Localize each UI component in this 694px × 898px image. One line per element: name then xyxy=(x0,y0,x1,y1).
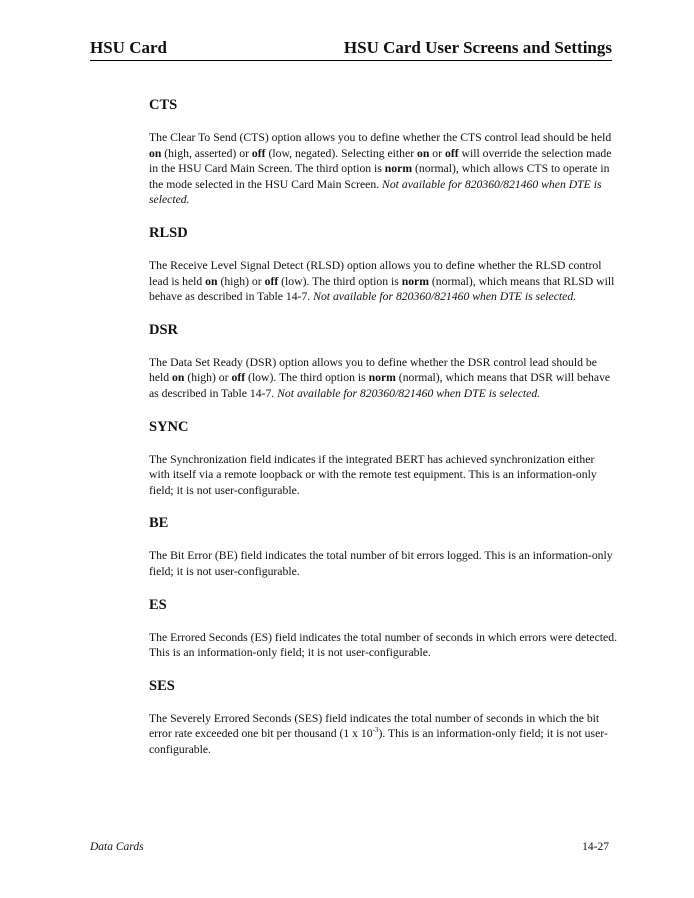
section-heading-sync: SYNC xyxy=(149,418,189,435)
footer-chapter-name: Data Cards xyxy=(90,841,144,853)
section-text-be: The Bit Error (BE) field indicates the total number of bit errors logged. This is an information-only field; it is not user-configurable. xyxy=(149,549,613,578)
page-header xyxy=(90,38,612,61)
section-cts xyxy=(149,96,617,208)
section-heading-be: BE xyxy=(149,515,169,532)
section-text-dsr: The Data Set Ready (DSR) option allows you to define whether the DSR control lead should be held on (high) or off (low). The third option is norm (normal), which means that DSR will behave as described in Table 14-7. Not available for 820360/821460 when DTE is selected. xyxy=(149,355,611,400)
section-dsr xyxy=(149,321,617,402)
header-section-title: HSU Card User Screens and Settings xyxy=(343,38,612,57)
availability-note: Not available for 820360/821460 when DTE is selected. xyxy=(277,386,541,400)
section-text-ses: The Severely Errored Seconds (SES) field indicates the total number of seconds in which the bit error rate exceeded one bit per thousand (1 x $10^{-3}$). This is an information-only field; it is not user-configurable. xyxy=(149,711,608,756)
section-text-rlsd: The Receive Level Signal Detect (RLSD) option allows you to define whether the RLSD control lead is held on (high) or off (low). The third option is norm (normal), which means that RLSD will behave as described in Table 14-7. Not available for 820360/821460 when DTE is selected. xyxy=(149,258,615,304)
section-ses xyxy=(149,677,617,758)
section-es xyxy=(149,596,617,661)
section-text-cts: The Clear To Send (CTS) option allows you to define whether the CTS control lead should be held on (high, asserted) or off (low, negated). Selecting either on or off will override the selection made in the HSU Card Main Screen. The third option is norm (normal), which allows CTS to operate in the mode selected in the HSU Card Main Screen. Not available for 820360/821460 when DTE is selected. xyxy=(149,131,612,207)
section-be xyxy=(149,514,617,579)
section-heading-ses: SES xyxy=(149,677,175,694)
header-chapter-title: HSU Card xyxy=(90,38,167,57)
section-sync xyxy=(149,418,617,499)
page-body xyxy=(149,96,617,773)
section-heading-cts: CTS xyxy=(149,97,178,113)
section-rlsd xyxy=(149,224,617,305)
exponent: -3 xyxy=(372,726,379,735)
section-text-sync: The Synchronization field indicates if the integrated BERT has achieved synchronization either with itself via a remote loopback or with the remote test equipment. This is an information-only field; it is not user-configurable. xyxy=(149,452,597,497)
section-heading-rlsd: RLSD xyxy=(149,224,188,241)
availability-note: Not available for 820360/821460 when DTE is selected. xyxy=(313,290,577,304)
availability-note: Not available for 820360/821460 when DTE is selected. xyxy=(149,177,602,207)
section-heading-es: ES xyxy=(149,596,167,613)
footer-page-number: 14-27 xyxy=(582,841,609,853)
section-heading-dsr: DSR xyxy=(149,321,179,338)
section-text-es: The Errored Seconds (ES) field indicates the total number of seconds in which errors were detected. This is an information-only field; it is not user-configurable. xyxy=(149,630,617,660)
